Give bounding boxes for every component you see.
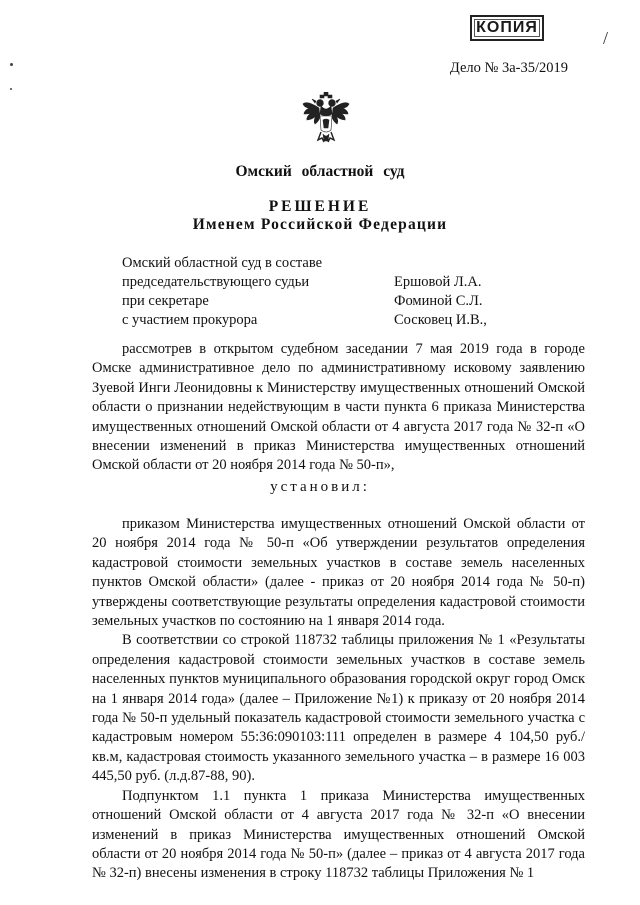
composition-row xyxy=(122,273,502,292)
corner-mark: / xyxy=(603,28,609,48)
composition-role: Омский областной суд в составе xyxy=(122,255,323,271)
case-number: Дело № 3а-35/2019 xyxy=(449,60,568,76)
court-composition xyxy=(122,254,502,330)
ustanovil-heading: установил: xyxy=(270,479,370,495)
composition-person: Ершовой Л.А. xyxy=(394,274,482,290)
copy-stamp: КОПИЯ xyxy=(470,15,544,41)
composition-person: Сосковец И.В., xyxy=(394,312,487,328)
margin-dot xyxy=(10,63,13,66)
composition-person: Фоминой С.Л. xyxy=(394,293,483,309)
composition-role: с участием прокурора xyxy=(122,312,258,328)
composition-row xyxy=(122,254,502,273)
intro-block xyxy=(92,340,585,476)
body-paragraph: Подпунктом 1.1 пункта 1 приказа Министерства имущественных отношений Омской области от 4 августа 2017 года № 32-п «О внесении изменений в приказ Министерства имущественных отношений Омской области от 20 ноября 2014 года № 50-п» (далее – приказ от 4 августа 2017 года № 32-п) внесены изменения в строку 118732 таблицы Приложения № 1 xyxy=(92,787,585,882)
composition-role: председательствующего судьи xyxy=(122,274,310,290)
margin-dot xyxy=(10,88,12,90)
coat-of-arms-icon xyxy=(301,92,351,144)
composition-row xyxy=(122,311,502,330)
composition-row xyxy=(122,292,502,311)
intro-paragraph: рассмотрев в открытом судебном заседании 7 мая 2019 года в городе Омске административное дело по административному исковому заявлению Зуевой Инги Леонидовны к Министерству имущественных отношений Омской области о признании недействующим в части пункта 6 приказа Министерства имущественных отношений Омской области от 4 августа 2017 года № 32-п «О внесении изменений в приказ Министерства имущественных отношений Омской области от 20 ноября 2014 года № 50-п», xyxy=(92,341,585,474)
body-paragraph: приказом Министерства имущественных отношений Омской области от 20 ноября 2014 года № 50-п «Об утверждении результатов определения кадастровой стоимости земельных участков в составе земель населенных пунктов Омской области» (далее - приказ от 20 ноября 2014 года № 50-п) утверждены соответствующие результаты определения кадастровой стоимости земельных участков по состоянию на 1 января 2014 года. xyxy=(92,516,585,630)
body-paragraph: В соответствии со строкой 118732 таблицы приложения № 1 «Результаты определения кадастровой стоимости земельных участков в составе земель населенных пунктов муниципального образования городской округ город Омск на 1 января 2014 года» (далее – Приложение №1) к приказу от 20 ноября 2014 года № 50-п удельный показатель кадастровой стоимости земельного участка с кадастровым номером 55:36:090103:111 определен в размере 4 104,50 руб./кв.м, кадастровая стоимость указанного земельного участка – в размере 16 003 445,50 руб. (л.д.87-88, 90). xyxy=(92,632,585,785)
decision-body xyxy=(92,515,585,884)
document-title: РЕШЕНИЕ xyxy=(268,198,372,215)
composition-role: при секретаре xyxy=(122,293,209,309)
court-name: Омский областной суд xyxy=(235,163,405,180)
document-subtitle: Именем Российской Федерации xyxy=(192,216,448,233)
